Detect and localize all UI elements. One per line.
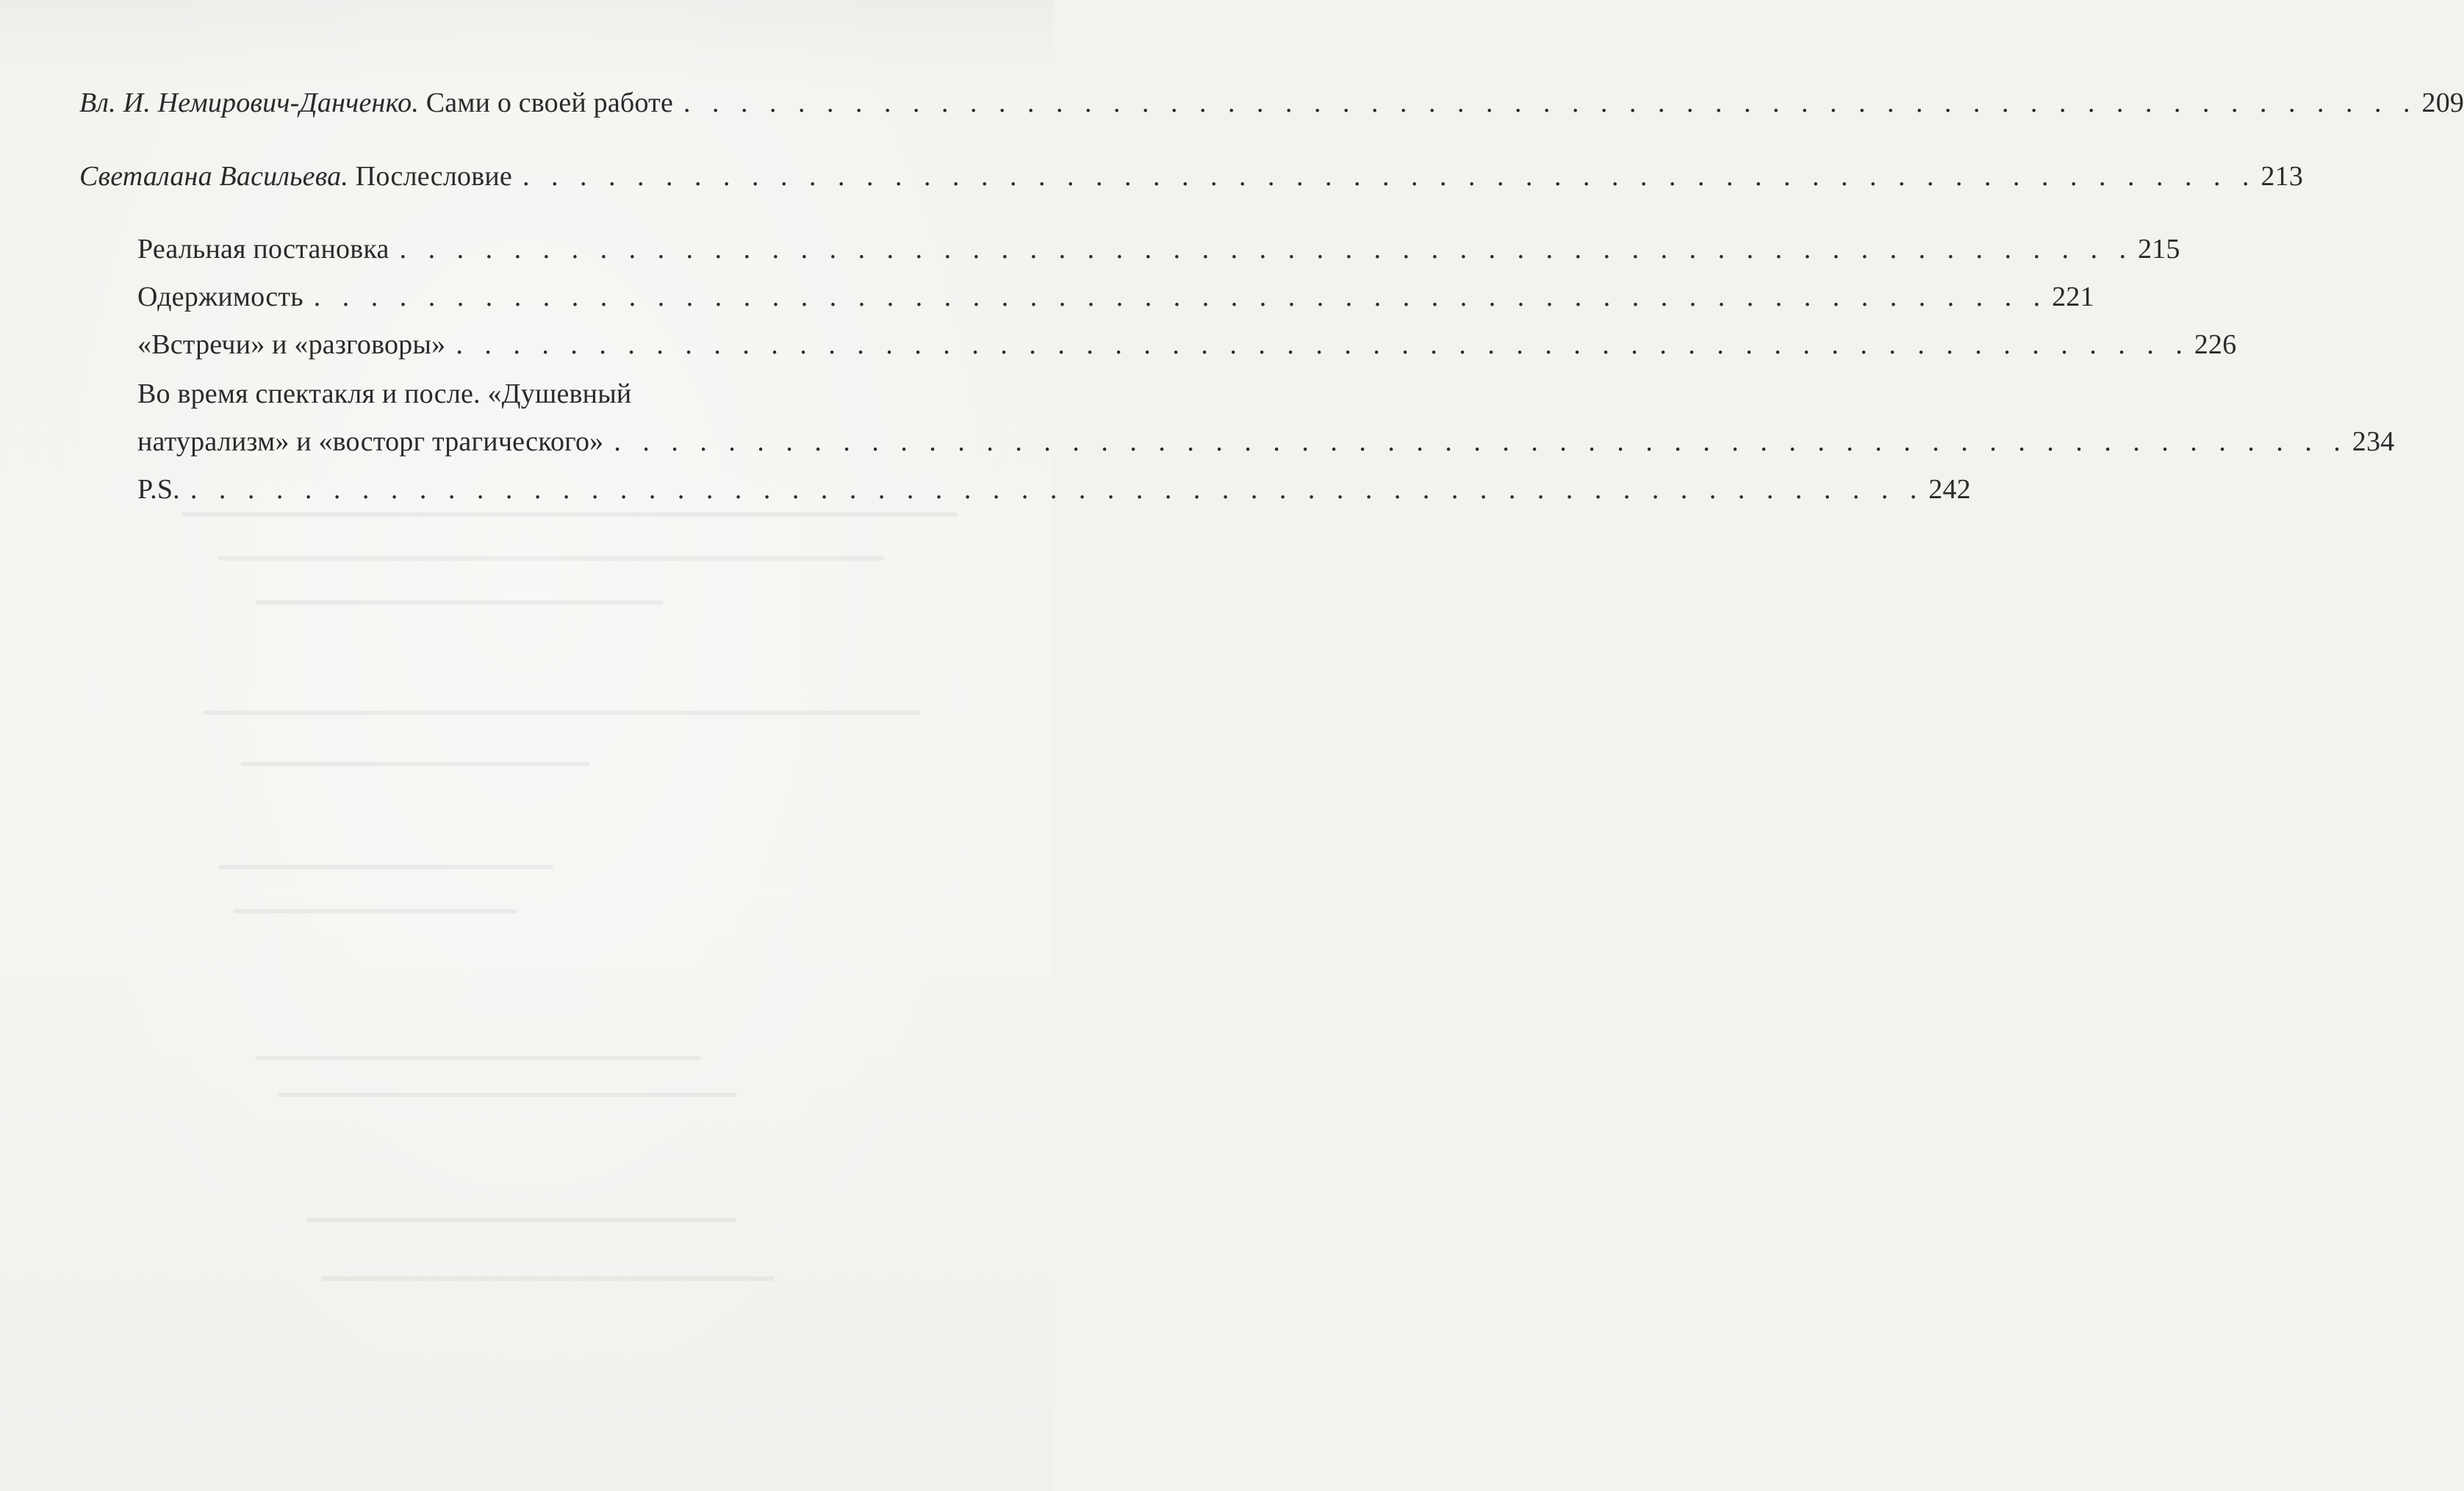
toc-subentry[interactable] (137, 279, 2094, 315)
toc-subentry-page: 226 (2194, 329, 2237, 360)
toc-subentry-page: 242 (1928, 474, 1971, 505)
leader-dots: . . . . . . . . . . . . . . . . . . . . . . . . . . . . . . . . . . . . . . . . . . . . . . . . . . . . . . . . . . . . . (313, 281, 2048, 312)
leader-dots: . . . . . . . . . . . . . . . . . . . . . . . . . . . . . . . . . . . . . . . . . . . . . . . . . . . . . . . . . . . . . (456, 329, 2190, 360)
toc-entry-text (79, 158, 512, 195)
toc-subentry[interactable] (137, 326, 2237, 363)
show-through-texture (0, 0, 1053, 1491)
toc-subentry-page: 215 (2138, 234, 2180, 265)
toc-entry-nemirovich[interactable] (79, 85, 2464, 121)
toc-entry-author: Светалана Васильева. (79, 161, 349, 192)
leader-dots: . . . . . . . . . . . . . . . . . . . . . . . . . . . . . . . . . . . . . . . . . . . . . . . . . . . . . . . . . . . . . (399, 234, 2134, 265)
toc-subentry-title: «Встречи» и «разговоры» (137, 329, 446, 360)
toc-entry-title: Сами о своей работе (425, 87, 674, 118)
toc-subentry-title: P.S. (137, 474, 180, 505)
toc-entry-page: 213 (2260, 161, 2304, 192)
toc-subentry-page: 221 (2052, 281, 2094, 312)
toc-subentry-page: 234 (2352, 426, 2395, 457)
toc-entry-text (79, 85, 673, 121)
leader-dots: . . . . . . . . . . . . . . . . . . . . . . . . . . . . . . . . . . . . . . . . . . . . . . . . . . . . . . . . . . . . . (614, 426, 2348, 457)
toc-subentry[interactable] (137, 423, 2395, 460)
toc-entry-title: Послесловие (355, 161, 512, 192)
leader-dots: . . . . . . . . . . . . . . . . . . . . . . . . . . . . . . . . . . . . . . . . . . . . . . . . . . . . . . . . . . . . . (522, 161, 2257, 192)
leader-dots: . . . . . . . . . . . . . . . . . . . . . . . . . . . . . . . . . . . . . . . . . . . . . . . . . . . . . . . . . . . . . (190, 474, 1925, 505)
toc-subentry-title-line1[interactable]: Во время спектакля и после. «Душевный (137, 378, 632, 409)
toc-subentry-title: Одержимость (137, 281, 303, 312)
toc-subentry-title: Реальная постановка (137, 234, 389, 265)
toc-subentry[interactable] (137, 471, 1971, 508)
toc-subentry-title-line2: натурализм» и «восторг трагического» (137, 426, 604, 457)
toc-entry-author: Вл. И. Немирович-Данченко. (79, 87, 420, 118)
toc-subentry[interactable] (137, 231, 2180, 267)
toc-entry-afterword[interactable] (79, 158, 2304, 195)
leader-dots: . . . . . . . . . . . . . . . . . . . . . . . . . . . . . . . . . . . . . . . . . . . . . . . . . . . . . . . . . . . . . (683, 87, 2418, 118)
toc-entry-page: 209 (2421, 87, 2464, 118)
